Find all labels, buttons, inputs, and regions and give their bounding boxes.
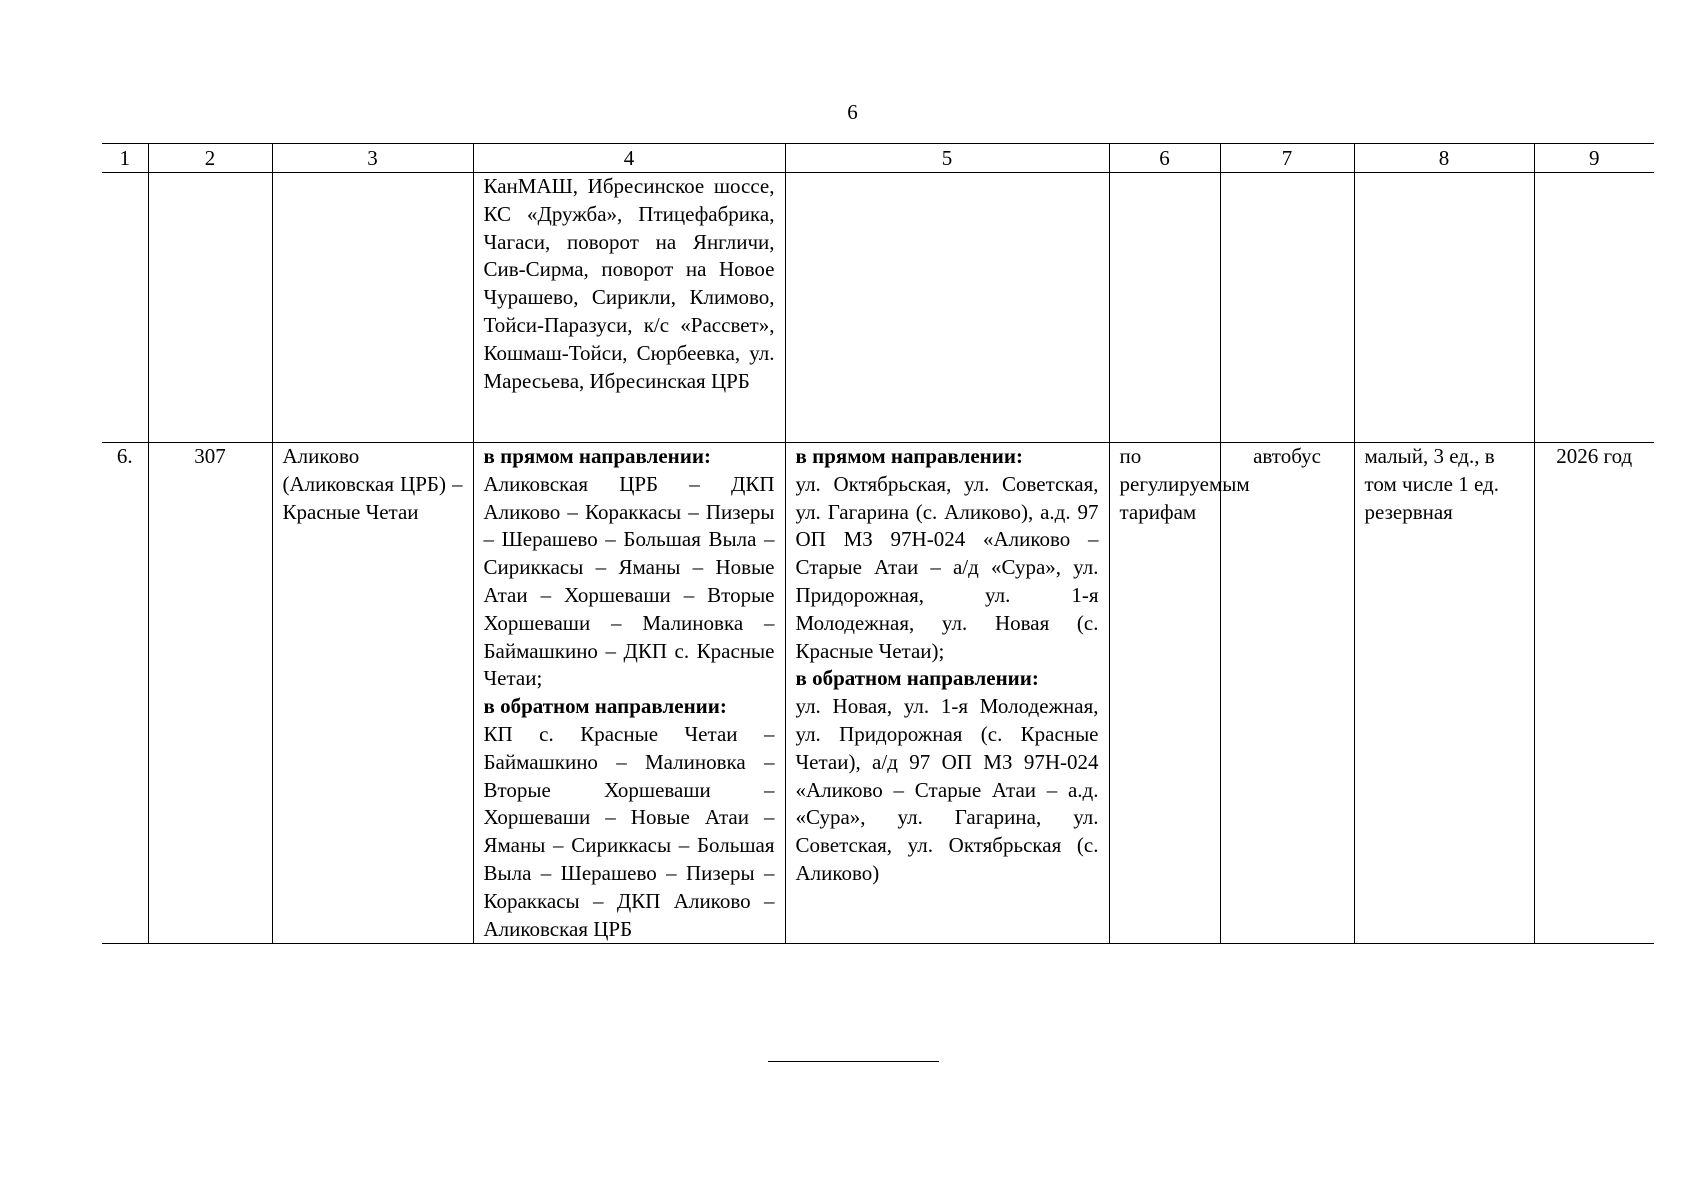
streets-backward-label: в обратном направлении: xyxy=(795,666,1039,691)
header-col-8: 8 xyxy=(1354,144,1534,173)
header-col-9: 9 xyxy=(1534,144,1654,173)
cell-route-name: Аликово (Аликовская ЦРБ) – Красные Четаи xyxy=(272,443,473,944)
cell-start-date: 2026 год xyxy=(1534,443,1654,944)
cell-number: 6. xyxy=(102,443,148,944)
cell-stops xyxy=(473,443,785,944)
routes-table xyxy=(102,143,1654,944)
cell-vehicle-type xyxy=(1220,173,1354,443)
header-col-4: 4 xyxy=(473,144,785,173)
cell-tariff: по регулируемым тарифам xyxy=(1109,443,1220,944)
header-row xyxy=(102,144,1654,173)
streets-backward-text: ул. Новая, ул. 1-я Молодежная, ул. Придорожная (с. Красные Четаи), а/д 97 ОП МЗ 97Н-024 «Аликово – Старые Атаи – а.д. «Сура», ул. Гагарина, ул. Советская, ул. Октябрьская (с. Аликово) xyxy=(795,694,1099,885)
cell-route-no: 307 xyxy=(148,443,272,944)
stops-backward-text: КП с. Красные Четаи – Баймашкино – Малиновка – Вторые Хоршеваши – Хоршеваши – Новые Атаи – Яманы – Сириккасы – Большая Выла – Шерашево – Пизеры – Кораккасы – ДКП Аликово – Аликовская ЦРБ xyxy=(483,721,775,941)
cell-streets xyxy=(785,443,1109,944)
cell-tariff xyxy=(1109,173,1220,443)
table-row xyxy=(102,173,1654,443)
header-col-6: 6 xyxy=(1109,144,1220,173)
page-number: 6 xyxy=(847,100,858,124)
header-col-5: 5 xyxy=(785,144,1109,173)
footer-divider xyxy=(768,1061,939,1062)
header-col-3: 3 xyxy=(272,144,473,173)
cell-streets xyxy=(785,173,1109,443)
header-col-1: 1 xyxy=(102,144,148,173)
header-col-7: 7 xyxy=(1220,144,1354,173)
stops-backward-label: в обратном направлении: xyxy=(483,694,727,719)
header-col-2: 2 xyxy=(148,144,272,173)
cell-vehicle-class: малый, 3 ед., в том числе 1 ед. резервная xyxy=(1354,443,1534,944)
stops-forward-text: Аликовская ЦРБ – ДКП Аликово – Кораккасы – Пизеры – Шерашево – Большая Выла – Сириккасы – Яманы – Новые Атаи – Хоршеваши – Вторые Хоршеваши – Малиновка – Баймашкино – ДКП с. Красные Четаи; xyxy=(483,471,775,691)
cell-start-date xyxy=(1534,173,1654,443)
cell-vehicle-type: автобус xyxy=(1220,443,1354,944)
cell-vehicle-class xyxy=(1354,173,1534,443)
stops-forward-label: в прямом направлении: xyxy=(483,444,711,468)
streets-forward-text: ул. Октябрьская, ул. Советская, ул. Гагарина (с. Аликово), а.д. 97 ОП МЗ 97Н-024 «Аликово – Старые Атаи – а/д «Сура», ул. Придорожная, ул. 1-я Молодежная, ул. Новая (с. Красные Четаи); xyxy=(795,471,1099,663)
streets-forward-label: в прямом направлении: xyxy=(795,444,1023,468)
cell-stops-continuation: КанМАШ, Ибресинское шоссе, КС «Дружба», Птицефабрика, Чагаси, поворот на Янгличи, Сив-Сирма, поворот на Новое Чурашево, Сирикли, Климово, Тойси-Паразуси, к/с «Рассвет», Кошмаш-Тойси, Сюрбеевка, ул. Маресьева, Ибресинская ЦРБ xyxy=(473,173,785,443)
table-row xyxy=(102,443,1654,944)
cell-number xyxy=(102,173,148,443)
cell-route-no xyxy=(148,173,272,443)
cell-route-name xyxy=(272,173,473,443)
